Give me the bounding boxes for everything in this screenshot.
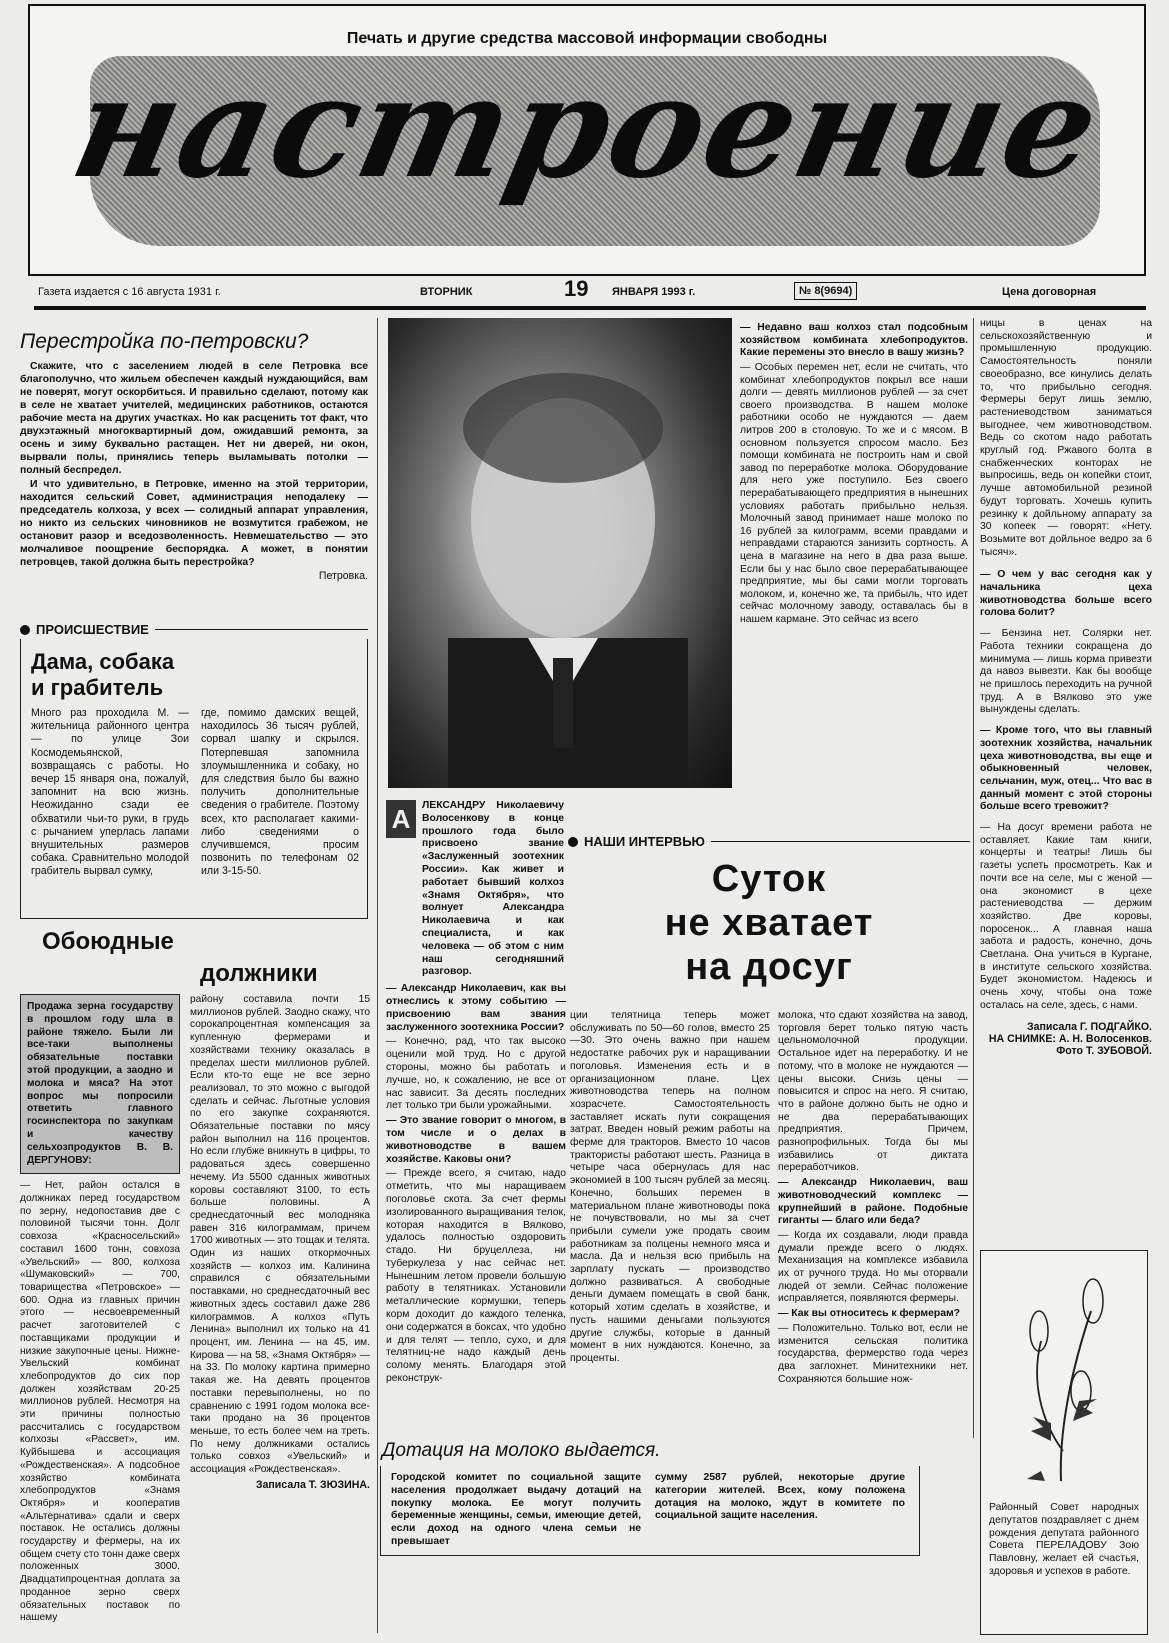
credit: Фото Т. ЗУБОВОЙ. [1056,1044,1152,1057]
section-label: ПРОИСШЕСТВИЕ [36,622,149,637]
article-title: Перестройка по-петровски? [20,330,309,353]
dropcap: А [386,800,416,838]
article-title: Дама, собака [31,649,175,674]
answer: — Бензина нет. Солярки нет. Работа техники сокращена до минимума — лишь корма привезти да навоз вывезти. Как бы вообще не пришлось переходить на ручной труд. А в Вялково это уже вынуждены сделать. [980,628,1152,716]
section-label: НАШИ ИНТЕРВЬЮ [584,834,705,849]
paragraph: Скажите, что с заселением людей в селе Петровка все благополучно, что жильем обеспечен каждый нуждающийся, вам не поверят, могут оскорбиться. И правильно сделают, потому как в селе не хватает учителей, медицинских работников, остаются рабочие места на других участках. Но как расценить тот факт, что двухэтажный многоквартирный дом, ожидавший ремонта, за осень и зиму буквально растащен. Нет ни дверей, ни окон, вырвали полы, принялись теперь выламывать потолки — полный беспредел. [20,361,368,476]
header-rule [34,306,1146,310]
interview-intro [386,800,566,1386]
column-rule [973,318,974,1438]
answer: ницы в ценах на сельскохозяйственную и промышленную продукцию. Самостоятельность поняли своеобразно, все кинулись делать то, что прибыльно сегодня. Фермеры берут лишь землю, растениеводством заниматься выгоднее, чем животноводством. Ведь со скотом надо работать круглый год. Ржавого болта в снабженческих конторах не выпросишь, ведь он копейки стоит, лучше автомобильной резиной будут торговать. Хочешь купить резинку к дойльному аппарату за 30 копеек — говорят: «Нету. Возьмите вот дойльное ведро за 6 тысяч». [980,318,1152,558]
question: — Недавно ваш колхоз стал подсобным хозяйством комбината хлебопродуктов. Какие перемены это внесло в вашу жизнь? [740,322,968,359]
interview-title-line3: на досуг [685,946,853,988]
article-body [20,360,368,569]
article-dolzhniki [20,928,372,1625]
interview-column-5 [740,322,968,627]
masthead [28,4,1146,276]
interview-column-6 [980,318,1152,1057]
price: Цена договорная [1002,286,1097,298]
flower-illustration [981,1251,1147,1491]
lead-box: Продажа зерна государству в прошлом году шла в районе тяжело. Были ли все-таки выполнены обязательные поставки этой продукции, а заодно и молока и мяса? На этот вопрос мы попросили ответить главного госинспектора по закупкам и качеству сельхозпродуктов В. В. ДЕРГУНОВУ: [20,994,180,1174]
portrait-illustration [388,318,732,788]
article-column: району составила почти 15 миллионов рублей. Заодно скажу, что сорокапроцентная компенсация за купленную фермерами и хозяйствами технику оказалась в пределах шести миллионов рублей. Если кто-то еще не все зерно реализовал, то это можно с выгодой сделать и сейчас. Льготные условия по его закупке сохраняются. Обязательные поставки по мясу район выполнил на 116 процентов. Но если глубже вникнуть в цифры, то радоваться здесь совершенно нечему. Из 5500 сданных животных коровы составляют 3100, то есть больше половины. А среднесдаточный вес молодняка равен 316 килограммам, причем 1700 животных — это тощак и телята. Один из наших откормочных хозяйств — колхоз им. Калинина справился с обязательными поставками, но среднесдаточный вес животных здесь составил даже 286 килограммов. А колхоз «Путь Ленина» выполнил их только на 41 процент, им. Ленина — на 45, им. Кирова — на 58, «Знамя Октября» — на 33. По молоку картина примерно такая же. На девять процентов поставки перевыполнены, но по сравнению с 1991 годом молока все-таки продано на 36 процентов меньше, то есть более чем на треть. По нему должниками остались только совхоз «Увельский» и ассоциация «Рождественская». [190,994,370,1476]
answer: молока, что сдают хозяйства на завод, торговля берет только пятую часть цельномолочной продукции. Остальное идет на переработку. И не потому, что в молоке не нуждаются — цены высоки. Снизь цены — повысится и спрос на него. Я считаю, что в районе должно быть не одно и не два перерабатывающих предприятия. Причем, разнопрофильных. Тогда бы мы избавились от диктата переработчиков. [778,1010,968,1174]
question: — Это звание говорит о многом, в том числе и о делах в животноводстве в вашем хозяйстве. Каковы они? [386,1115,566,1165]
intro-text: ЛЕКСАНДРУ Николаевичу Волосенкову в конце прошлого года было присвоено звание «Заслуженный зоотехник России». Как живет и работает бывший колхоз «Знамя Октября», что волнует Александра Николаевича и как специалиста, и как человека — об этом с ним наш сегодняшний разговор. [422,800,564,978]
answer: — Когда их создавали, люди правда думали прежде всего о людях. Механизация на комплексе избавила их от ручного труда. Но мы оторвали людей от земли. Сейчас положение исправляется, появляются фермеры. [778,1229,968,1305]
article-column: где, помимо дамских вещей, находилось 36 тысяч рублей, сорвал шапку и скрылся. Потерпевшая запомнила злоумышленника и собаку, но для следствия было бы важно получить дополнительные сведения о грабителе. Поэтому всех, кто располагает какими-либо сведениями о случившемся, просим позвонить по телефонам 02 или 3-15-50. [201,707,359,878]
article-column: Городской комитет по социальной защите населения продолжает выдачу дотаций на покупку молока. Ее могут получить беременные женщины, семьи, имеющие детей, если доход на одного члена семьи не превышает [391,1472,641,1547]
article-dotacia [380,1440,920,1636]
question: — Александр Николаевич, как вы отнеслись к этому событию — присвоению вам звания заслуженного зоотехника России? [386,983,566,1033]
interview-title-line2: не хватает [664,902,874,944]
bullet-icon [568,837,578,847]
interview-heading [568,834,970,989]
paragraph: И что удивительно, в Петровке, именно на этой территории, находится сельский Совет, администрация неподалеку — председатель колхоза, у всех — солидный аппарат управления, но никто из сельских чиновников не возмутится грабежом, не остановит разор и вседозволенность. Невмешательство — это молчаливое поощрение беспорядка. А может, в понятии петровцев, такой должна быть перестройка? [20,479,368,568]
article-title: Дотация на молоко выдается. [382,1440,661,1461]
signature: Записала Т. ЗЮЗИНА. [255,1478,370,1491]
portrait-photo [388,318,732,788]
issue-number: № 8(9694) [794,282,857,300]
answer: — На досуг времени работа не оставляет. Какие там книги, концерты и театры! Лишь бы газеты успеть просмотреть. Как и почти все на селе, мы с женой — она экономист в цехе растениеводства — держим хозяйство. Две коровы, поросенок... А главная наша забота и радость, конечно, дочь Светлана. Она учиться в Кургане, в институте сельского хозяйства. Будет экономистом. Надеюсь и очень хочу, чтобы она тоже осталась на селе, здесь, с нами. [980,822,1152,1011]
column-rule [377,318,378,1633]
article-title-line2: должники [200,960,318,987]
article-column: сумму 2587 рублей, некоторые другие категории жителей. Всех, кому положена дотация на молоко, ждут в комитете по социальной защите населения. [655,1472,905,1522]
answer: — Конечно, рад, что так высоко оценили мой труд. Но с другой стороны, можно бы работать и лучше, но, к сожалению, не все от нас зависит. За десять последних лет только три были урожайными. [386,1036,566,1112]
issue-info-line [34,276,1144,304]
credit: Записала Г. ПОДГАЙКО. [1027,1020,1152,1033]
founded-note: Газета издается с 16 августа 1931 г. [38,286,221,298]
weekday: ВТОРНИК [420,286,473,298]
month-year: ЯНВАРЯ 1993 г. [612,286,696,298]
bullet-icon [20,625,30,635]
greeting-box [980,1250,1148,1635]
motto: Печать и другие средства массовой информации свободны [346,30,828,47]
article-column: Много раз проходила М. — жительница районного центра — по улице Зои Космодемьянской, возвращаясь с работы. Но вечер 15 января она, пожалуй, запомнит на всю жизнь. Неожиданно сзади ее обхватили чьи-то руки, в грудь с рычанием уперлась лапами внушительных размеров собака. Сравнительно молодой грабитель вырвал сумку, [31,707,189,878]
answer: — Особых перемен нет, если не считать, что комбинат хлебопродуктов покрыл все наши долги — девять миллионов рублей — за счет своего производства. В нашем молоке работники особо не нуждаются — даем литров 200 в столовую. То же и с мясом. В основном пользуется спросом масло. Без помощи комбината не построить нам и свой завод по переработке молока. Оборудование для него уже поступило. Без своего перерабатывающего предприятия в нынешних условиях работать прибыльно нельзя. Молочный завод принимает наше молоко по 16 рублей за килограмм, всеми правдами и неправдами стараются занизить сортность. А цена в магазине на него в два раза выше. Если бы у нас было свое перерабатывающее предприятие, мы бы сами могли торговать молоком, и, конечно же, та прибыль, что идет сейчас молочному заводу, оставалась бы в нашем кармане. Это сейчас из всего [740,362,968,625]
answer: — Прежде всего, я считаю, надо отметить, что мы наращиваем поголовье скота. За счет фермы изолированного выращивания телок, которая находится в Вялково, удалось полностью оздоровить стадо. Ни бруцеллеза, ни туберкулеза у нас сейчас нет. Нынешним летом провели большую работу в телятниках. Установили металлические кормушки, теперь корм доходит до каждого теленка, они содержатся в боксах, что удобно и для телят — тепло, сухо, и для телятниц-не надо каждый день солому менять. Благодаря этой реконструк- [386,1168,566,1385]
question: — Александр Николаевич, ваш животноводческий комплекс — крупнейший в районе. Подобные гиганты — благо или беда? [778,1177,968,1227]
signature: Петровка. [318,570,368,582]
question: — О чем у вас сегодня как у начальника цеха животноводства больше всего голова болит? [980,569,1152,619]
credit: НА СНИМКЕ: А. Н. Волосенков. [988,1032,1152,1045]
day: 19 [564,276,589,301]
article-petrovka [20,330,368,582]
article-dama [20,622,368,919]
question: — Как вы относитесь к фермерам? [778,1308,961,1320]
article-title-line2: и грабитель [31,675,164,700]
interview-title: Суток [711,858,827,900]
greeting-text: Районный Совет народных депутатов поздравляет с днем рождения депутата районного Совета ПЕРЕЛАДОВУ Зою Павловну, желает ей счастья, здоровья и успехов в работе. [989,1502,1139,1577]
answer: — Положительно. Только вот, если не изменится сельская политика государства, фермерство года через два заглохнет. Минитехники нет. Сохраняются большие нож- [778,1322,968,1385]
question: — Кроме того, что вы главный зоотехник хозяйства, начальник цеха животноводства, вы еще и обыкновенный человек, сельчанин, муж, отец... Что вас в данный момент с этой стороны больше всего тревожит? [980,725,1152,813]
newspaper-logo: настроение [59,46,1115,210]
interview-column-4 [778,1010,968,1386]
article-title: Обоюдные [42,928,174,955]
interview-column: ции телятница теперь может обслуживать по 50—60 голов, вместо 25—30. Это очень важно при нашем недостатке рабочих рук и наращивании поголовья. Изменения есть и в организационном плане. Цех животноводства теперь на полном хозрасчете. Самостоятельность заставляет искать пути сокращения затрат. Введен новый режим работы на ферме для тракторов. Вместо 10 часов трактористы работают шесть. Разница в четыре часа обернулась для нас экономией в 100 тысяч рублей за месяц. Конечно, больших перемен в материальном плане животноводы пока не почувствовали, но мы за счет прибыли сумели уже продать своим работникам за полцены немного мяса и масла. Да и нельзя всю прибыль на зарплату пускать — производство должно развиваться. А свободные деньги думаем помещать в свой банк, который хотим сделать в хозяйстве, и пусть нашими деньгами пользуются другие службы, которые в данный момент в них нуждаются. Конечно, за проценты. [570,1010,770,1364]
article-column: — Нет, район остался в должниках перед государством по зерну, недопоставив две с половиной тысячи тонн. Долг совхоза «Красносельский» составил 1600 тонн, совхоза «Увельский» — 800, колхоза «Шумаковский» — 700, товарищества «Петровское» — 600. Одна из главных причин этого — несвоевременный расчет заготовителей с поставщиками продукции и низкие закупочные цены. Нижне-Увельский комбинат хлебопродуктов до сих пор должен хозяйствам 20-25 миллионов рублей. Несмотря на эти причины полностью рассчитались с государством колхозы «Рассвет», им. Куйбышева и ассоциация «Рождественская». А подсобное хозяйство комбината хлебопродуктов «Знамя Октября» и кооператив «Альтернатива» сдали и сверх поставок. Не остались должны государству и фермеры, на их общем счету сто тонн даже сверх положенных 3000. Двадцатипроцентная доплата за проданное зерно сверх обязательных поставок по нашему [20,1180,180,1624]
